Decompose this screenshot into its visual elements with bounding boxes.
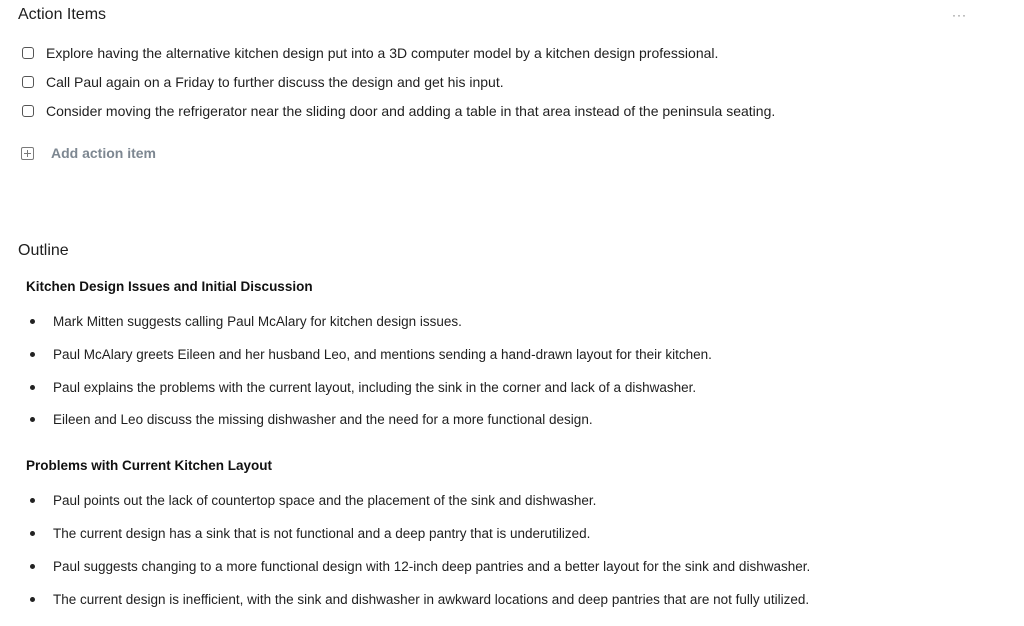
action-item bbox=[22, 101, 775, 121]
bullet-dot-icon bbox=[30, 597, 35, 602]
outline-bullet bbox=[30, 311, 462, 331]
outline-bullet-text: Mark Mitten suggests calling Paul McAlary for kitchen design issues. bbox=[53, 313, 462, 329]
outline-bullet bbox=[30, 523, 590, 543]
outline-section-heading: Problems with Current Kitchen Layout bbox=[26, 458, 273, 473]
outline-bullet-text: Paul McAlary greets Eileen and her husband Leo, and mentions sending a hand-drawn layout for their kitchen. bbox=[53, 346, 712, 362]
outline-bullet-text: Paul points out the lack of countertop space and the placement of the sink and dishwasher. bbox=[53, 492, 597, 508]
outline-bullet bbox=[30, 409, 593, 429]
outline-bullet-text: Eileen and Leo discuss the missing dishwasher and the need for a more functional design. bbox=[53, 411, 593, 427]
add-action-item-button[interactable] bbox=[21, 144, 156, 162]
outline-section-heading: Kitchen Design Issues and Initial Discussion bbox=[26, 279, 313, 294]
bullet-dot-icon bbox=[30, 498, 35, 503]
outline-bullet bbox=[30, 556, 810, 576]
plus-box-icon bbox=[21, 147, 34, 160]
action-item-text: Consider moving the refrigerator near the sliding door and adding a table in that area instead of the peninsula seating. bbox=[46, 103, 776, 119]
action-item-text: Explore having the alternative kitchen design put into a 3D computer model by a kitchen design professional. bbox=[46, 45, 719, 61]
action-item bbox=[22, 43, 718, 63]
bullet-dot-icon bbox=[30, 319, 35, 324]
outline-bullet bbox=[30, 344, 712, 364]
outline-bullet bbox=[30, 377, 696, 397]
checkbox[interactable] bbox=[22, 76, 34, 88]
bullet-dot-icon bbox=[30, 531, 35, 536]
outline-bullet-text: Paul suggests changing to a more functional design with 12-inch deep pantries and a better layout for the sink and dishwasher. bbox=[53, 558, 811, 574]
outline-bullet-text: The current design is inefficient, with the sink and dishwasher in awkward locations and deep pantries that are not fully utilized. bbox=[53, 591, 810, 607]
checkbox[interactable] bbox=[22, 105, 34, 117]
outline-bullet-text: The current design has a sink that is not functional and a deep pantry that is underutilized. bbox=[53, 525, 591, 541]
add-action-item-label: Add action item bbox=[51, 145, 157, 161]
bullet-dot-icon bbox=[30, 417, 35, 422]
more-options-button[interactable]: ··· bbox=[952, 8, 967, 22]
action-item-text: Call Paul again on a Friday to further discuss the design and get his input. bbox=[46, 74, 504, 90]
bullet-dot-icon bbox=[30, 352, 35, 357]
outline-bullet bbox=[30, 490, 596, 510]
outline-bullet bbox=[30, 589, 809, 609]
action-items-title: Action Items bbox=[18, 6, 107, 23]
bullet-dot-icon bbox=[30, 564, 35, 569]
action-item bbox=[22, 72, 504, 92]
outline-bullet-text: Paul explains the problems with the current layout, including the sink in the corner and lack of a dishwasher. bbox=[53, 379, 697, 395]
bullet-dot-icon bbox=[30, 385, 35, 390]
checkbox[interactable] bbox=[22, 47, 34, 59]
outline-title: Outline bbox=[18, 242, 69, 259]
